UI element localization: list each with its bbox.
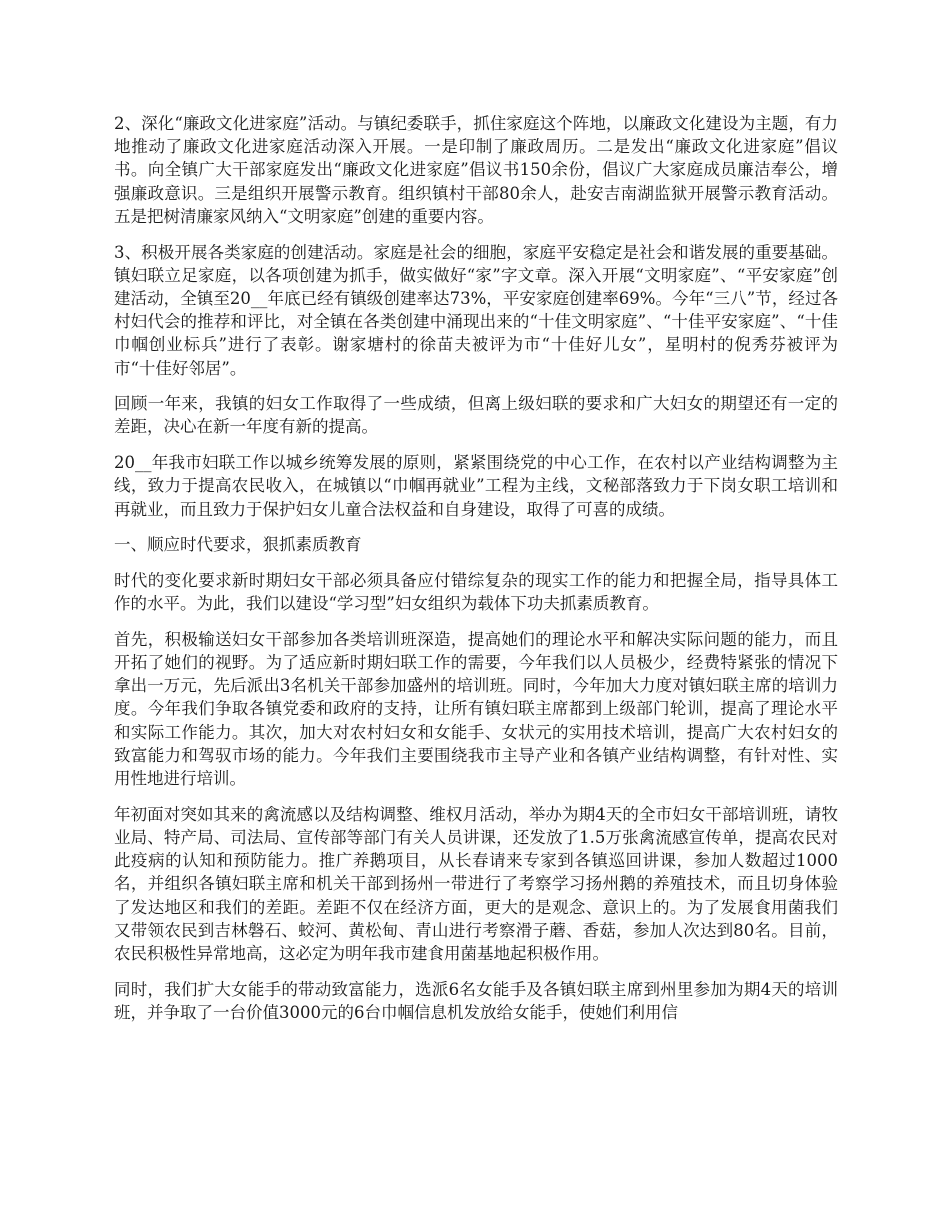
paragraph-female-experts: 同时，我们扩大女能手的带动致富能力，选派6名女能手及各镇妇联主席到州里参加为期4天的培训班，并争取了一台价值3000元的6台巾帼信息机发放给女能手，使她们利用信 [114, 979, 838, 1022]
paragraph-family-creation: 3、积极开展各类家庭的创建活动。家庭是社会的细胞，家庭平安稳定是社会和谐发展的重要基础。镇妇联立足家庭，以各项创建为抓手，做实做好“家”字文章。深入开展“文明家庭”、“平安家庭”创建活动，全镇至20__年底已经有镇级创建率达73%，平安家庭创建率69%。今年“三八”节，经过各村妇代会的推荐和评比，对全镇在各类创建中涌现出来的“十佳文明家庭”、“十佳平安家庭”、“十佳巾帼创业标兵”进行了表彰。谢家塘村的徐苗夫被评为市“十佳好儿女”，星明村的倪秀芬被评为市“十佳好邻居”。 [114, 242, 838, 378]
paragraph-quality-education: 时代的变化要求新时期妇女干部必须具备应付错综复杂的现实工作的能力和把握全局，指导具体工作的水平。为此，我们以建设“学习型”妇女组织为载体下功夫抓素质教育。 [114, 570, 838, 614]
document-body [114, 112, 838, 1037]
paragraph-training: 首先，积极输送妇女干部参加各类培训班深造，提高她们的理论水平和解决实际问题的能力，而且开拓了她们的视野。为了适应新时期妇联工作的需要，今年我们以人员极少，经费特紧张的情况下拿出一万元，先后派出3名机关干部参加盛州的培训班。同时，今年加大力度对镇妇联主席的培训力度。今年我们争取各镇党委和政府的支持，让所有镇妇联主席都到上级部门轮训，提高了理论水平和实际工作能力。其次，加大对农村妇女和女能手、女状元的实用技术培训，提高广大农村妇女的致富能力和驾驭市场的能力。今年我们主要围绕我市主导产业和各镇产业结构调整，有针对性、实用性地进行培训。 [114, 629, 838, 789]
section-heading: 一、顺应时代要求，狠抓素质教育 [114, 535, 362, 555]
paragraph-annual-summary: 20__年我市妇联工作以城乡统筹发展的原则，紧紧围绕党的中心工作，在农村以产业结构调整为主线，致力于提高农民收入，在城镇以“巾帼再就业”工程为主线，文秘部落致力于下岗女职工培训和再就业，而且致力于保护妇女儿童合法权益和自身建设，取得了可喜的成绩。 [114, 453, 838, 519]
paragraph-early-year: 年初面对突如其来的禽流感以及结构调整、维权月活动，举办为期4天的全市妇女干部培训班，请牧业局、特产局、司法局、宣传部等部门有关人员讲课，还发放了1.5万张禽流感宣传单，提高农民对此疫病的认知和预防能力。推广养鹅项目，从长春请来专家到各镇巡回讲课，参加人数超过1000名，并组织各镇妇联主席和机关干部到扬州一带进行了考察学习扬州鹅的养殖技术，而且切身体验了发达地区和我们的差距。差距不仅在经济方面，更大的是观念、意识上的。为了发展食用菌我们又带领农民到吉林磐石、蛟河、黄松甸、青山进行考察滑子蘑、香菇，参加人次达到80名。目前，农民积极性异常地高，这必定为明年我市建食用菌基地起积极作用。 [114, 804, 838, 963]
paragraph-anti-corruption-family: 2、深化“廉政文化进家庭”活动。与镇纪委联手，抓住家庭这个阵地，以廉政文化建设为主题，有力地推动了廉政文化进家庭活动深入开展。一是印制了廉政周历。二是发出“廉政文化进家庭”倡议书。向全镇广大干部家庭发出“廉政文化进家庭”倡议书150余份，倡议广大家庭成员廉洁奉公，增强廉政意识。三是组织开展警示教育。组织镇村干部80余人，赴安吉南湖监狱开展警示教育活动。五是把树清廉家风纳入“文明家庭”创建的重要内容。 [114, 114, 838, 226]
paragraph-review: 回顾一年来，我镇的妇女工作取得了一些成绩，但离上级妇联的要求和广大妇女的期望还有一定的差距，决心在新一年度有新的提高。 [114, 394, 838, 437]
